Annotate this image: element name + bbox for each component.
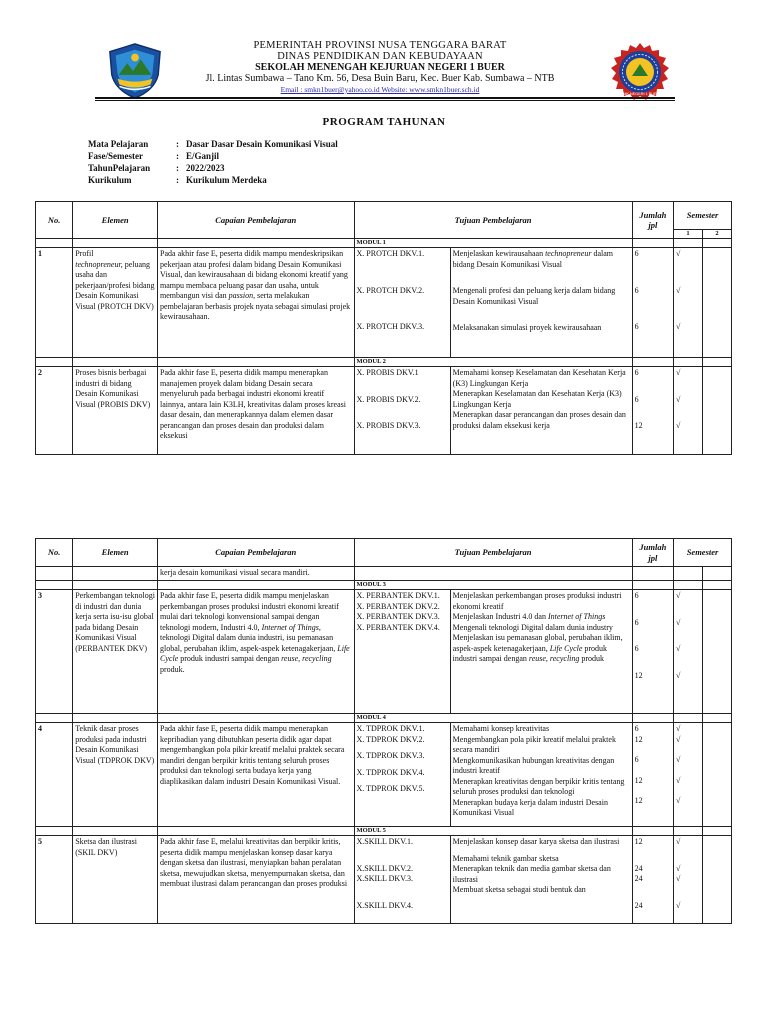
check-mark: √	[676, 863, 681, 873]
col-header-capaian: Capaian Pembelajaran	[158, 539, 354, 567]
col-header-semester: Semester	[674, 202, 732, 230]
col-header-semester: Semester	[674, 539, 732, 567]
semester-2-cell	[702, 723, 731, 827]
modul-label: MODUL 4	[354, 714, 632, 723]
check-mark: √	[676, 724, 681, 733]
check-mark: √	[676, 670, 681, 680]
check-mark: √	[676, 322, 681, 331]
check-mark: √	[676, 734, 681, 744]
table-row	[36, 590, 732, 714]
jpl-cell: 6 6 12	[632, 367, 673, 455]
letterhead-school-name: SEKOLAH MENENGAH KEJURUAN NEGERI 1 BUER	[255, 62, 505, 73]
program-table-part-2	[35, 538, 732, 924]
semester-2-cell	[702, 836, 731, 924]
document-title: PROGRAM TAHUNAN	[322, 116, 446, 128]
check-mark: √	[676, 249, 681, 258]
check-mark: √	[676, 394, 681, 404]
capaian-cell: Pada akhir fase E, peserta didik mampu menerapkan manajemen proyek dalam bidang Desain secara menyeluruh pada berbagai industri ekonomi kreatif lainnya, antara lain K3LH, kreativitas dalam proses kreasi dasar desain, dan menerapkannya dalam elemen dasar perancangan dan proses desain dan produksi dalam eksekusi	[158, 367, 354, 455]
check-mark: √	[676, 775, 681, 785]
modul-label: MODUL 1	[354, 239, 632, 248]
row-number: 4	[36, 723, 73, 827]
row-number: 3	[36, 590, 73, 714]
course-info-row: Mata Pelajaran : Dasar Dasar Desain Komunikasi Visual	[88, 139, 338, 149]
province-emblem-logo	[106, 42, 164, 100]
semester-1-cell	[674, 723, 703, 827]
check-mark: √	[676, 644, 681, 653]
jpl-cell: 6 12 6 12 12	[632, 723, 673, 827]
capaian-cell: Pada akhir fase E, peserta didik mampu menjelaskan perkembangan proses produksi industri ekonomi kreatif mulai dari teknologi konvensional sampai dengan teknologi modern, Industri 4.0, Internet of Things, teknologi Digital dalam dunia industri, isu pemanasan global, perubahan iklim, aspek-aspek ketenagakerjaan, Life Cycle produk industri sampai dengan reuse, recycling produk.	[158, 590, 354, 714]
letterhead-line-2: DINAS PENDIDIKAN DAN KEBUDAYAAN	[277, 51, 483, 62]
semester-2-cell	[702, 367, 731, 455]
check-mark: √	[676, 285, 681, 295]
school-seal-logo	[610, 42, 670, 102]
course-info	[88, 138, 338, 186]
col-header-elemen: Elemen	[73, 202, 158, 239]
check-mark: √	[676, 900, 681, 910]
modul-label: MODUL 2	[354, 358, 632, 367]
capaian-cell: Pada akhir fase E, peserta didik mampu menerapkan kepribadian yang dibutuhkan peserta didik agar dapat mengembangkan pola pikir kreatif melalui praktek secara mandiri dengan berpikir kritis tentang seluruh proses produksi dan teknologi serta budaya kerja yang diaplikasikan dalam industri Desain Komunikasi Visual.	[158, 723, 354, 827]
check-mark: √	[676, 617, 681, 627]
capaian-continuation: kerja desain komunikasi visual secara mandiri.	[158, 567, 354, 581]
check-mark: √	[676, 755, 681, 764]
tp-code-cell: X. PROTCH DKV.1. X. PROTCH DKV.2. X. PROTCH DKV.3.	[354, 248, 450, 358]
tp-text-cell: Memahami konsep kreativitas Mengembangkan pola pikir kreatif melalui praktek secara mandiri Mengkomunikasikan hubungan kreativitas dengan industri kreatif Menerapkan kreativitas dengan berpikir kritis tentang seluruh proses produksi dan teknologi Menerapkan budaya kerja dalam industri Desain Komunikasi Visual	[450, 723, 632, 827]
col-header-tujuan: Tujuan Pembelajaran	[354, 539, 632, 567]
table-row	[36, 367, 732, 455]
program-table-part-1	[35, 201, 732, 455]
letterhead-contact-link[interactable]: Email : smkn1buer@yahoo.co.id Website: www.smkn1buer.sch.id	[280, 85, 480, 94]
elemen-cell: Proses bisnis berbagai industri di bidang Desain Komunikasi Visual (PROBIS DKV)	[73, 367, 158, 455]
semester-2-cell	[702, 248, 731, 358]
semester-1-header: 1	[674, 230, 703, 239]
col-header-tujuan: Tujuan Pembelajaran	[354, 202, 632, 239]
semester-1-cell	[674, 248, 703, 358]
jpl-cell: 12 24 24 24	[632, 836, 673, 924]
row-number: 1	[36, 248, 73, 358]
semester-2-cell	[702, 590, 731, 714]
letterhead-address: Jl. Lintas Sumbawa – Tano Km. 56, Desa Buin Baru, Kec. Buer Kab. Sumbawa – NTB	[205, 73, 555, 84]
col-header-jpl: Jumlah jpl	[632, 202, 673, 239]
capaian-cell: Pada akhir fase E, melalui kreativitas dan berpikir kritis, peserta didik mampu menjelaskan konsep dasar karya dengan sketsa dan ilustrasi, menyiapkan bahan peralatan sketsa, mewujudkan sketsa, menyempurnakan sketsa, dan membuat ilustrasi dalam perancangan dan proses produksi	[158, 836, 354, 924]
course-info-row: Fase/Semester : E/Ganjil	[88, 151, 220, 161]
col-header-no: No.	[36, 202, 73, 239]
semester-1-cell	[674, 367, 703, 455]
semester-1-cell	[674, 590, 703, 714]
col-header-elemen: Elemen	[73, 539, 158, 567]
semester-1-cell	[674, 836, 703, 924]
col-header-no: No.	[36, 539, 73, 567]
letterhead-line-1: PEMERINTAH PROVINSI NUSA TENGGARA BARAT	[253, 40, 507, 51]
table-row	[36, 836, 732, 924]
jpl-cell: 6 6 6	[632, 248, 673, 358]
table-row	[36, 723, 732, 827]
check-mark: √	[676, 591, 681, 600]
tp-code-cell: X.SKILL DKV.1. X.SKILL DKV.2. X.SKILL DKV.3. X.SKILL DKV.4.	[354, 836, 450, 924]
row-number: 5	[36, 836, 73, 924]
letterhead-divider-thin	[95, 100, 675, 101]
course-info-row: Kurikulum : Kurikulum Merdeka	[88, 175, 267, 185]
semester-2-header: 2	[702, 230, 731, 239]
elemen-cell: Sketsa dan ilustrasi (SKIL DKV)	[73, 836, 158, 924]
elemen-cell: Profil technopreneur, peluang usaha dan pekerjaan/profesi bidang Desain Komunikasi Visual (PROTCH DKV)	[73, 248, 158, 358]
table-row	[36, 248, 732, 358]
course-info-row: TahunPelajaran : 2022/2023	[88, 163, 225, 173]
capaian-cell: Pada akhir fase E, peserta didik mampu mendeskripsikan pekerjaan atau profesi dalam bidang Desain Komunikasi Visual, dan kewirausahaan di bidang ekonomi kreatif yang mampu membaca peluang pasar dan usaha, untuk membangun visi dan passion, serta melakukan pembelajaran berbasis projek nyata sebagai simulasi projek kewirausahaan.	[158, 248, 354, 358]
tp-text-cell: Menjelaskan kewirausahaan technopreneur dalam bidang Desain Komunikasi Visual Mengenali profesi dan peluang kerja dalam bidang Desain Komunikasi Visual Melaksanakan simulasi proyek kewirausahaan	[450, 248, 632, 358]
tp-text-cell: Menjelaskan perkembangan proses produksi industri ekonomi kreatif Menjelaskan Industri 4.0 dan Internet of Things Mengenali teknologi Digital dalam dunia industry Menjelaskan isu pemanasan global, perubahan iklim, aspek-aspek ketenagakerjaan, Life Cycle produk industri sampai dengan reuse, recycling produk	[450, 590, 632, 714]
jpl-cell: 6 6 6 12	[632, 590, 673, 714]
col-header-jpl: Jumlah jpl	[632, 539, 673, 567]
row-number: 2	[36, 367, 73, 455]
letterhead-divider-thick	[95, 97, 675, 99]
tp-code-cell: X. PROBIS DKV.1 X. PROBIS DKV.2. X. PROBIS DKV.3.	[354, 367, 450, 455]
school-seal-text: SMK NEGERI 1 BUER	[620, 92, 660, 96]
modul-label: MODUL 3	[354, 581, 632, 590]
tp-code-cell: X. TDPROK DKV.1. X. TDPROK DKV.2. X. TDPROK DKV.3. X. TDPROK DKV.4. X. TDPROK DKV.5.	[354, 723, 450, 827]
check-mark: √	[676, 796, 681, 805]
check-mark: √	[676, 421, 681, 430]
check-mark: √	[676, 837, 681, 846]
tp-code-cell: X. PERBANTEK DKV.1. X. PERBANTEK DKV.2. X. PERBANTEK DKV.3. X. PERBANTEK DKV.4.	[354, 590, 450, 714]
modul-label: MODUL 5	[354, 827, 632, 836]
elemen-cell: Perkembangan teknologi di industri dan dunia kerja serta isu-isu global pada bidang Desain Komunikasi Visual (PERBANTEK DKV)	[73, 590, 158, 714]
elemen-cell: Teknik dasar proses produksi pada industri Desain Komunikasi Visual (TDPROK DKV)	[73, 723, 158, 827]
col-header-capaian: Capaian Pembelajaran	[158, 202, 354, 239]
letterhead	[170, 40, 590, 95]
tp-text-cell: Memahami konsep Keselamatan dan Kesehatan Kerja (K3) Lingkungan Kerja Menerapkan Keselamatan dan Kesehatan Kerja (K3) Lingkungan Kerja Menerapkan dasar perancangan dan proses desain dan produksi dalam eksekusi kerja	[450, 367, 632, 455]
check-mark: √	[676, 368, 681, 377]
tp-text-cell: Menjelaskan konsep dasar karya sketsa dan ilustrasi Memahami teknik gambar sketsa Menerapkan teknik dan media gambar sketsa dan ilustrasi Membuat sketsa sebagai studi bentuk dan	[450, 836, 632, 924]
check-mark: √	[676, 874, 681, 883]
